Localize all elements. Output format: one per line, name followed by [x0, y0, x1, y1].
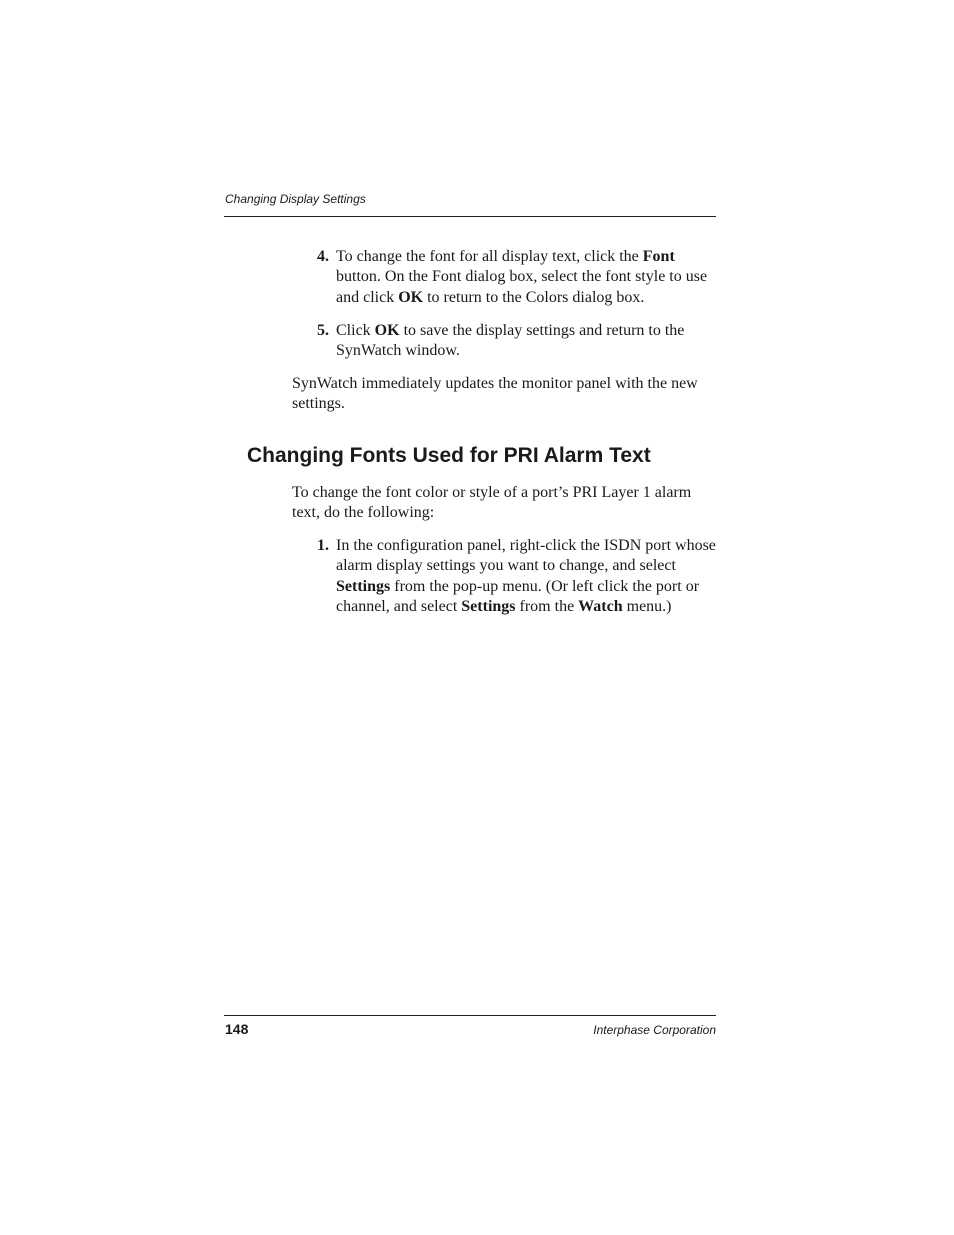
step-5: [317, 321, 717, 362]
step-number: 1.: [317, 537, 329, 554]
company-name: Interphase Corporation: [593, 1023, 716, 1037]
watch-menu-ref: Watch: [578, 598, 623, 616]
step-number: 4.: [317, 248, 329, 265]
step-text: Click OK to save the display settings and return to the SynWatch window.: [336, 322, 685, 360]
running-header: Changing Display Settings: [225, 192, 366, 206]
step-number: 5.: [317, 322, 329, 339]
font-button-ref: Font: [642, 248, 675, 265]
header-rule: [224, 216, 716, 217]
ok-button-ref: OK: [398, 288, 424, 306]
settings-menu-ref: Settings: [336, 577, 391, 595]
ok-button-ref: OK: [374, 322, 400, 339]
step-text: To change the font for all display text, click the Font button. On the Font dialog box, select the font style to use and click OK to return to the Colors dialog box.: [336, 248, 708, 306]
step-1: [317, 536, 717, 618]
footer-rule: [224, 1015, 716, 1016]
page-number: 148: [225, 1021, 249, 1037]
section-heading: Changing Fonts Used for PRI Alarm Text: [247, 444, 651, 467]
section-intro: To change the font color or style of a port’s PRI Layer 1 alarm text, do the following:: [292, 484, 692, 522]
step-4: [317, 247, 717, 308]
settings-menu-ref: Settings: [461, 598, 516, 616]
synwatch-note: SynWatch immediately updates the monitor panel with the new settings.: [292, 375, 698, 413]
step-text: In the configuration panel, right-click the ISDN port whose alarm display settings you want to change, and select Settings from the pop-up menu. (Or left click the port or channel, and select Settings from the Watch menu.): [336, 537, 716, 616]
